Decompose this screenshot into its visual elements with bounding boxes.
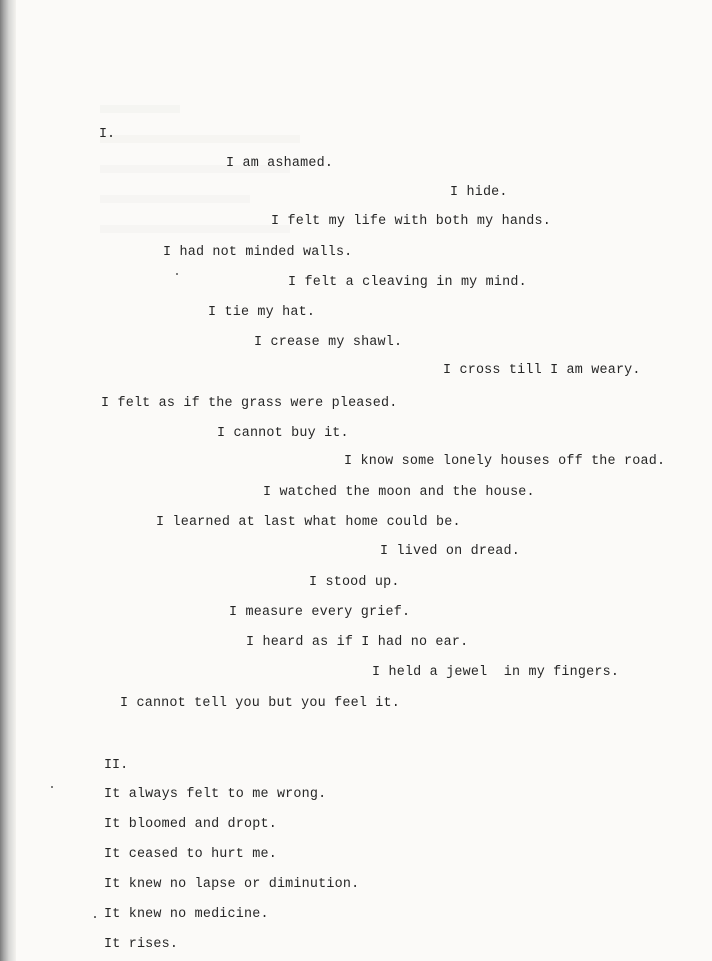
poem-line: It knew no lapse or diminution.: [104, 877, 360, 892]
poem-line: I cannot buy it.: [217, 426, 349, 441]
poem-line: I felt my life with both my hands.: [271, 214, 552, 229]
poem-line: I held a jewel in my fingers.: [372, 665, 620, 680]
section-numeral-2: II.: [104, 758, 129, 773]
poem-line: I stood up.: [309, 575, 400, 590]
paper-speck: [176, 273, 178, 275]
poem-line: I cannot tell you but you feel it.: [120, 696, 401, 711]
poem-line: I cross till I am weary.: [443, 363, 641, 378]
poem-line: I watched the moon and the house.: [263, 485, 535, 500]
poem-line: I measure every grief.: [229, 605, 411, 620]
poem-line: I heard as if I had no ear.: [246, 635, 469, 650]
page-binding-shadow: [0, 0, 16, 961]
poem-line: I felt as if the grass were pleased.: [101, 396, 398, 411]
paper-speck: [51, 786, 53, 788]
poem-line: I felt a cleaving in my mind.: [288, 275, 527, 290]
poem-line: It rises.: [104, 937, 179, 952]
poem-line: I hide.: [450, 185, 508, 200]
poem-line: I learned at last what home could be.: [156, 515, 461, 530]
poem-line: I am ashamed.: [226, 156, 334, 171]
poem-line: I crease my shawl.: [254, 335, 403, 350]
poem-line: I know some lonely houses off the road.: [344, 454, 666, 469]
section-numeral-1: I.: [99, 127, 116, 142]
poem-line: It bloomed and dropt.: [104, 817, 277, 832]
poem-line: I lived on dread.: [380, 544, 521, 559]
poem-line: It knew no medicine.: [104, 907, 269, 922]
poem-line: I tie my hat.: [208, 305, 316, 320]
poem-line: It always felt to me wrong.: [104, 787, 327, 802]
poem-line: I had not minded walls.: [163, 245, 353, 260]
poem-line: It ceased to hurt me.: [104, 847, 277, 862]
paper-speck: [94, 916, 96, 918]
